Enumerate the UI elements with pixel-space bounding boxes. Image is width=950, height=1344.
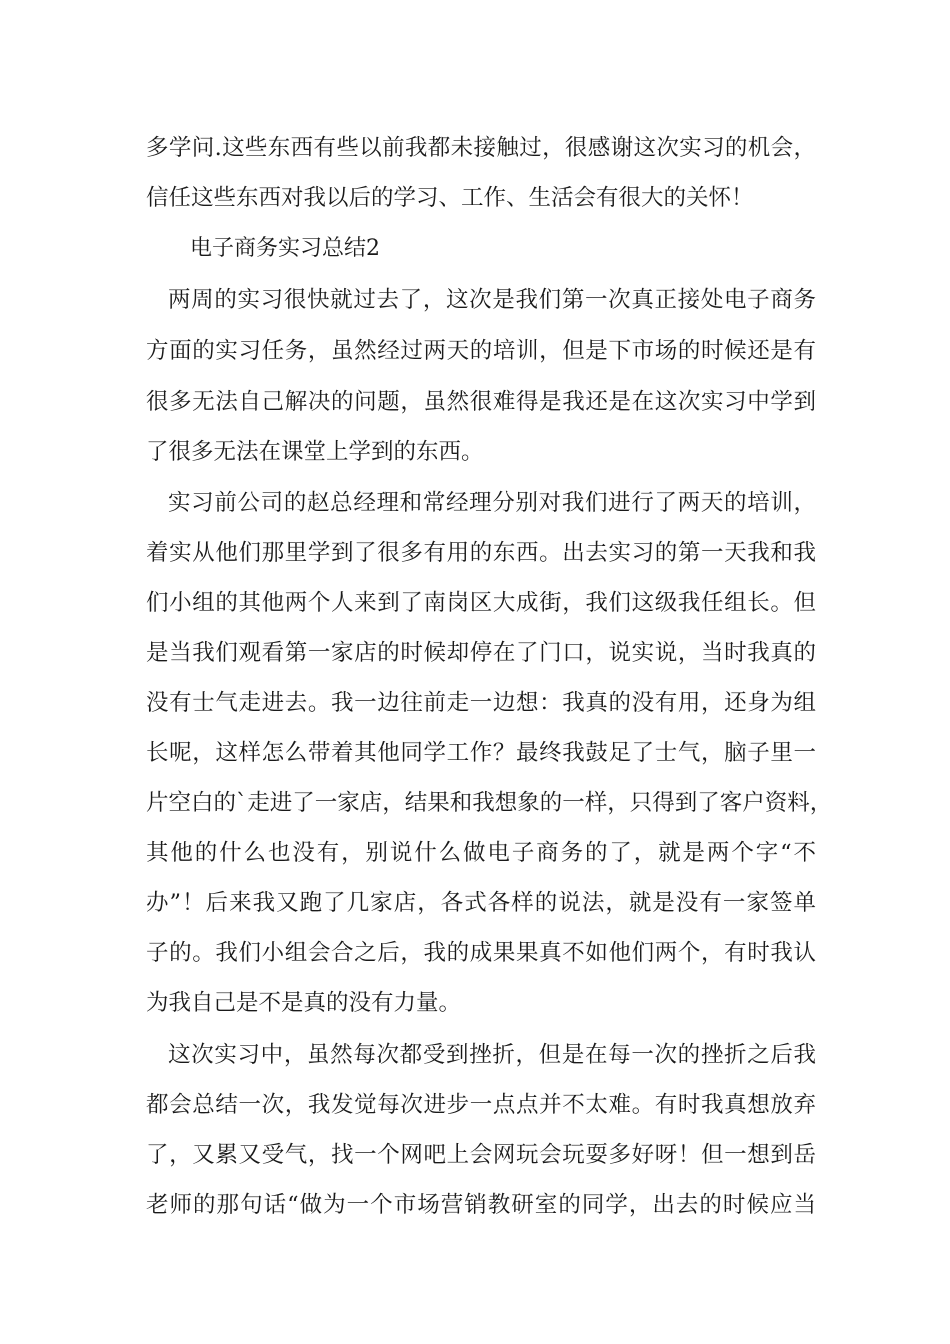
text-line: 为我自己是不是真的没有力量。: [146, 990, 462, 1016]
text-line: 信任这些东西对我以后的学习、工作、生活会有很大的关怀！: [146, 185, 754, 211]
text-line: 子的。我们小组会合之后，我的成果果真不如他们两个，有时我认: [146, 940, 816, 966]
text-line: 着实从他们那里学到了很多有用的东西。出去实习的第一天我和我: [146, 540, 816, 566]
text-line: 没有士气走进去。我一边往前走一边想：我真的没有用，还身为组: [146, 690, 816, 716]
text-line: 了，又累又受气，找一个网吧上会网玩会玩耍多好呀！但一想到岳: [146, 1142, 816, 1168]
text-line: 长呢，这样怎么带着其他同学工作？最终我鼓足了士气，脑子里一: [146, 740, 816, 766]
text-line: 片空白的`走进了一家店，结果和我想象的一样，只得到了客户资料，: [146, 790, 833, 816]
text-line: 老师的那句话“做为一个市场营销教研室的同学，出去的时候应当: [146, 1192, 816, 1218]
text-line: 了很多无法在课堂上学到的东西。: [146, 439, 484, 465]
text-line: 办”！后来我又跑了几家店，各式各样的说法，就是没有一家签单: [146, 890, 816, 916]
text-line: 方面的实习任务，虽然经过两天的培训，但是下市场的时候还是有: [146, 338, 816, 364]
text-line: 们小组的其他两个人来到了南岗区大成街，我们这级我任组长。但: [146, 590, 816, 616]
text-line: 都会总结一次，我发觉每次进步一点点并不太难。有时我真想放弃: [146, 1092, 816, 1118]
text-line: 实习前公司的赵总经理和常经理分别对我们进行了两天的培训，: [168, 490, 816, 516]
text-line: 是当我们观看第一家店的时候却停在了门口，说实说，当时我真的: [146, 640, 816, 666]
text-line: 多学问.这些东西有些以前我都未接触过，很感谢这次实习的机会，: [146, 135, 816, 161]
text-line: 其他的什么也没有，别说什么做电子商务的了，就是两个字“不: [146, 840, 816, 866]
text-line: 这次实习中，虽然每次都受到挫折，但是在每一次的挫折之后我: [168, 1042, 816, 1068]
text-line: 两周的实习很快就过去了，这次是我们第一次真正接处电子商务: [168, 287, 816, 313]
text-line: 很多无法自己解决的问题，虽然很难得是我还是在这次实习中学到: [146, 389, 816, 415]
section-heading: 电子商务实习总结2: [190, 236, 380, 261]
